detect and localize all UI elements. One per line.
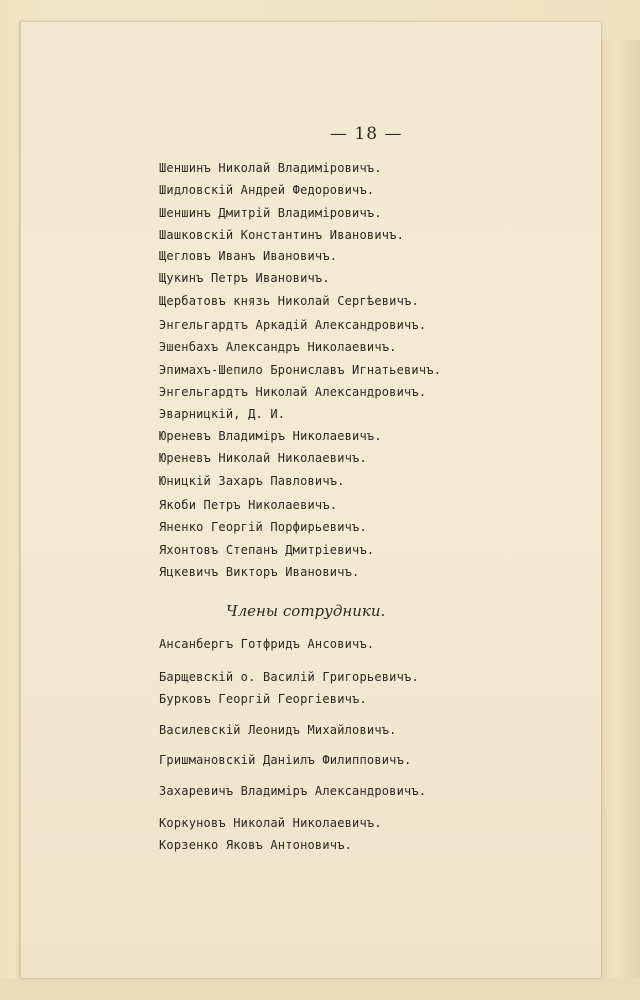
contributor-group-b bbox=[159, 666, 419, 711]
contributor-group-a bbox=[159, 633, 374, 655]
contributor-group-z bbox=[159, 780, 426, 802]
member-group-shch bbox=[159, 245, 419, 312]
member-name: Энгельгардтъ Николай Александровичъ. bbox=[159, 384, 427, 399]
member-name: Юницкій Захаръ Павловичъ. bbox=[159, 473, 345, 488]
member-name: Яцкевичъ Викторъ Ивановичъ. bbox=[159, 564, 360, 579]
contributor-name: Барщевскій о. Василій Григорьевичъ. bbox=[159, 670, 419, 684]
contributor-group-k bbox=[159, 812, 382, 857]
underlying-page-edge bbox=[596, 40, 640, 980]
member-name: Щербатовъ князь Николай Сергѣевичъ. bbox=[159, 293, 419, 308]
contributor-name: Гришмановскій Даніилъ Филипповичъ. bbox=[159, 753, 412, 767]
contributor-name: Бурковъ Георгій Георгіевичъ. bbox=[159, 692, 367, 707]
contributor-group-g bbox=[159, 749, 411, 771]
member-group-sh bbox=[159, 157, 404, 246]
contributor-name: Коркуновъ Николай Николаевичъ. bbox=[159, 816, 382, 830]
member-name: Шидловскій Андрей Федоровичъ. bbox=[159, 183, 375, 198]
member-name: Щегловъ Иванъ Ивановичъ. bbox=[159, 249, 338, 263]
member-group-yu bbox=[159, 425, 382, 492]
member-name: Юреневъ Владиміръ Николаевичъ. bbox=[159, 429, 382, 443]
member-name: Якоби Петръ Николаевичъ. bbox=[159, 498, 338, 512]
member-group-ya bbox=[159, 494, 374, 583]
member-name: Шашковскій Константинъ Ивановичъ. bbox=[159, 227, 405, 242]
page-number: — 18 — bbox=[330, 124, 403, 144]
member-name: Яхонтовъ Степанъ Дмитріевичъ. bbox=[159, 542, 375, 557]
contributor-group-v bbox=[159, 719, 397, 741]
contributor-name: Захаревичъ Владиміръ Александровичъ. bbox=[159, 784, 427, 798]
member-name: Яненко Георгій Порфирьевичъ. bbox=[159, 520, 367, 535]
scan-bottom-margin bbox=[0, 978, 640, 1000]
member-name: Шеншинъ Николай Владиміровичъ. bbox=[159, 161, 382, 175]
contributor-name: Корзенко Яковъ Антоновичъ. bbox=[159, 838, 353, 853]
member-name: Эшенбахъ Александръ Николаевичъ. bbox=[159, 340, 397, 355]
member-name: Щукинъ Петръ Ивановичъ. bbox=[159, 271, 330, 286]
member-name: Юреневъ Николай Николаевичъ. bbox=[159, 451, 367, 466]
member-name: Шеншинъ Дмитрій Владиміровичъ. bbox=[159, 205, 382, 220]
member-name: Энгельгардтъ Аркадій Александровичъ. bbox=[159, 318, 427, 332]
member-name: Эпимахъ-Шепило Брониславъ Игнатьевичъ. bbox=[159, 362, 442, 377]
member-group-e bbox=[159, 314, 441, 425]
contributor-name: Василевскій Леонидъ Михайловичъ. bbox=[159, 723, 397, 737]
section-heading: Члены сотрудники. bbox=[226, 602, 386, 620]
member-name: Эварницкій, Д. И. bbox=[159, 407, 286, 422]
contributor-name: Ансанбергъ Готфридъ Ансовичъ. bbox=[159, 637, 375, 651]
